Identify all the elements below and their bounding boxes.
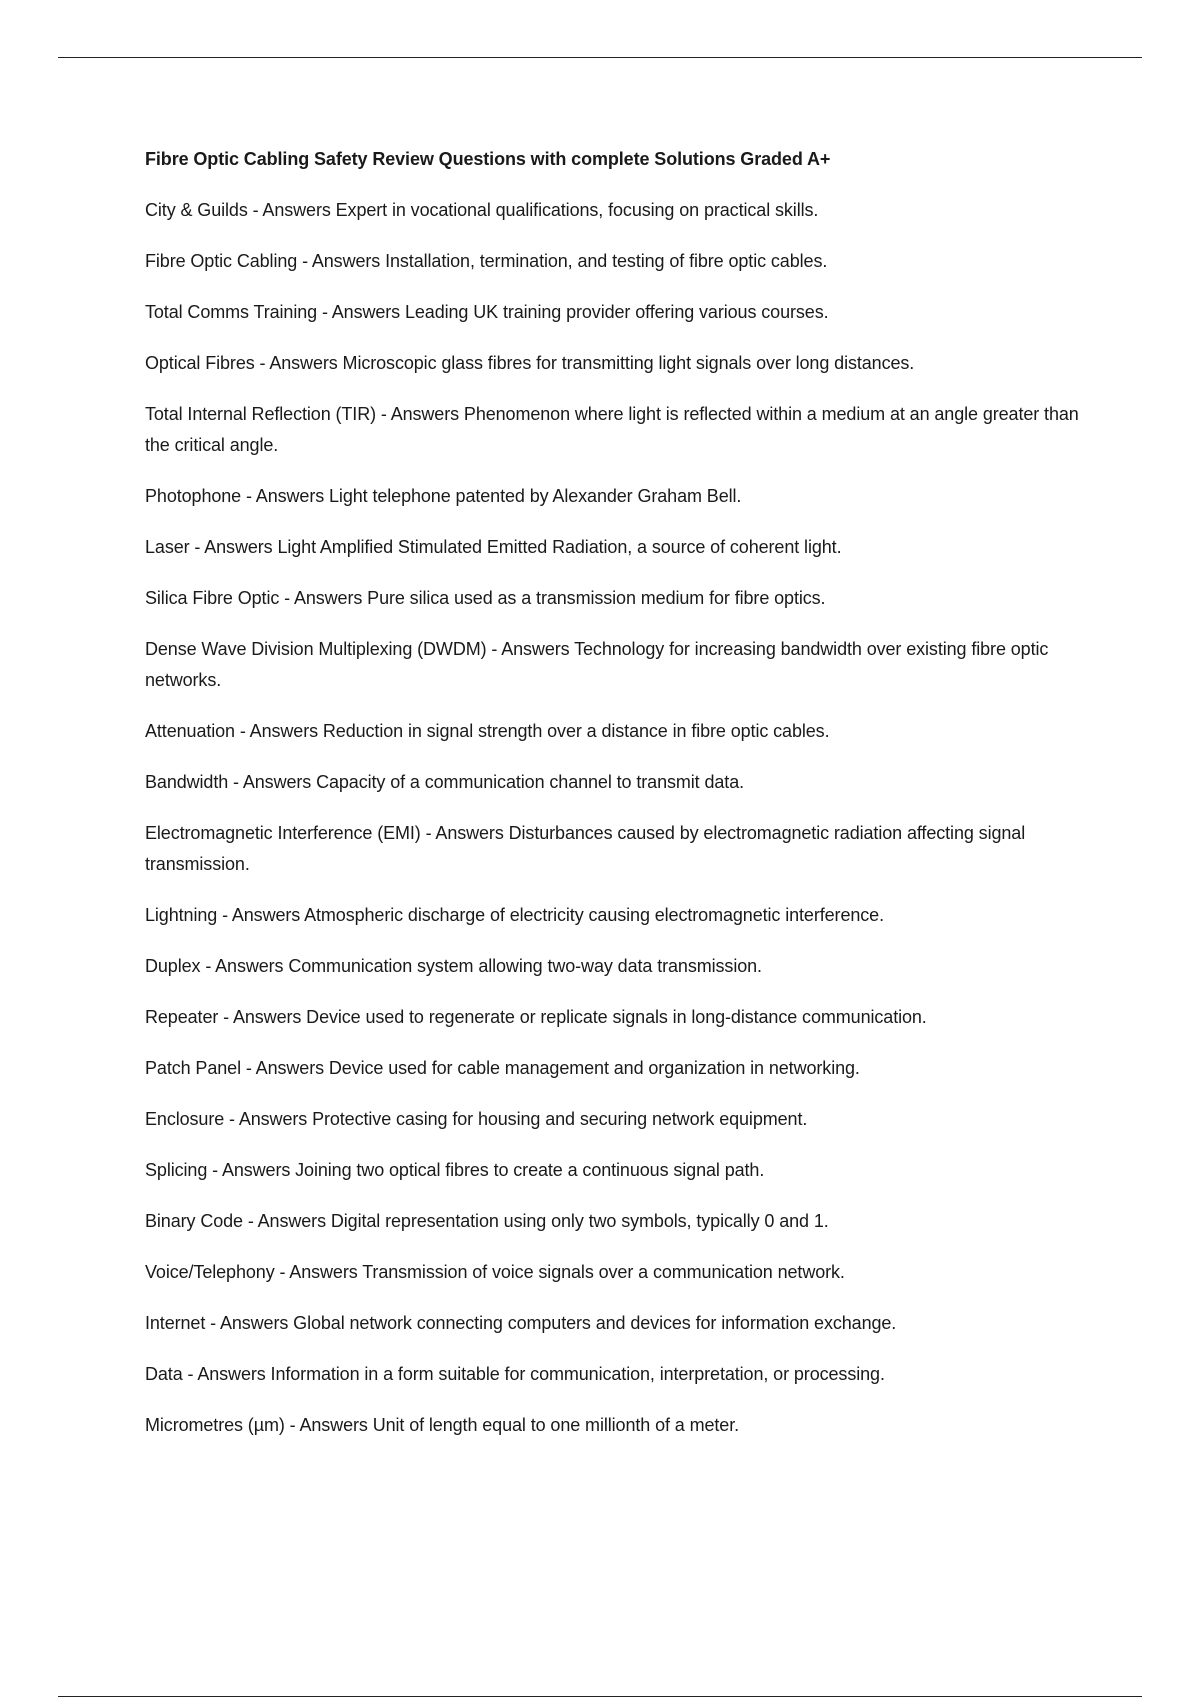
entry-city-guilds: City & Guilds - Answers Expert in vocational qualifications, focusing on practical skills. xyxy=(145,200,819,220)
document-title: Fibre Optic Cabling Safety Review Questions with complete Solutions Graded A+ xyxy=(145,149,831,169)
entry-lightning: Lightning - Answers Atmospheric discharge of electricity causing electromagnetic interference. xyxy=(145,905,884,925)
entry-silica-fibre-optic: Silica Fibre Optic - Answers Pure silica used as a transmission medium for fibre optics. xyxy=(145,588,826,608)
entry-duplex: Duplex - Answers Communication system allowing two-way data transmission. xyxy=(145,956,762,976)
entry-dwdm: Dense Wave Division Multiplexing (DWDM) - Answers Technology for increasing bandwidth over existing fibre optic networks. xyxy=(145,639,1049,690)
entry-bandwidth: Bandwidth - Answers Capacity of a communication channel to transmit data. xyxy=(145,772,745,792)
entry-attenuation: Attenuation - Answers Reduction in signal strength over a distance in fibre optic cables. xyxy=(145,721,830,741)
entry-binary-code: Binary Code - Answers Digital representation using only two symbols, typically 0 and 1. xyxy=(145,1211,829,1231)
entry-splicing: Splicing - Answers Joining two optical fibres to create a continuous signal path. xyxy=(145,1160,765,1180)
entry-repeater: Repeater - Answers Device used to regenerate or replicate signals in long-distance communication. xyxy=(145,1007,927,1027)
entry-fibre-optic-cabling: Fibre Optic Cabling - Answers Installation, termination, and testing of fibre optic cables. xyxy=(145,251,828,271)
bottom-rule xyxy=(58,1696,1142,1697)
entry-micrometres: Micrometres (µm) - Answers Unit of length equal to one millionth of a meter. xyxy=(145,1415,740,1435)
entry-emi: Electromagnetic Interference (EMI) - Answers Disturbances caused by electromagnetic radiation affecting signal transmission. xyxy=(145,823,1026,874)
entry-internet: Internet - Answers Global network connecting computers and devices for information exchange. xyxy=(145,1313,897,1333)
entry-data: Data - Answers Information in a form suitable for communication, interpretation, or processing. xyxy=(145,1364,885,1384)
entry-enclosure: Enclosure - Answers Protective casing for housing and securing network equipment. xyxy=(145,1109,808,1129)
entry-total-internal-reflection: Total Internal Reflection (TIR) - Answers Phenomenon where light is reflected within a medium at an angle greater than the critical angle. xyxy=(145,404,1079,455)
top-rule xyxy=(58,57,1142,58)
entry-total-comms-training: Total Comms Training - Answers Leading UK training provider offering various courses. xyxy=(145,302,829,322)
entry-patch-panel: Patch Panel - Answers Device used for cable management and organization in networking. xyxy=(145,1058,860,1078)
entry-optical-fibres: Optical Fibres - Answers Microscopic glass fibres for transmitting light signals over long distances. xyxy=(145,353,915,373)
entry-photophone: Photophone - Answers Light telephone patented by Alexander Graham Bell. xyxy=(145,486,742,506)
entry-laser: Laser - Answers Light Amplified Stimulated Emitted Radiation, a source of coherent light. xyxy=(145,537,842,557)
entry-voice-telephony: Voice/Telephony - Answers Transmission of voice signals over a communication network. xyxy=(145,1262,845,1282)
document-body xyxy=(145,145,1095,1461)
